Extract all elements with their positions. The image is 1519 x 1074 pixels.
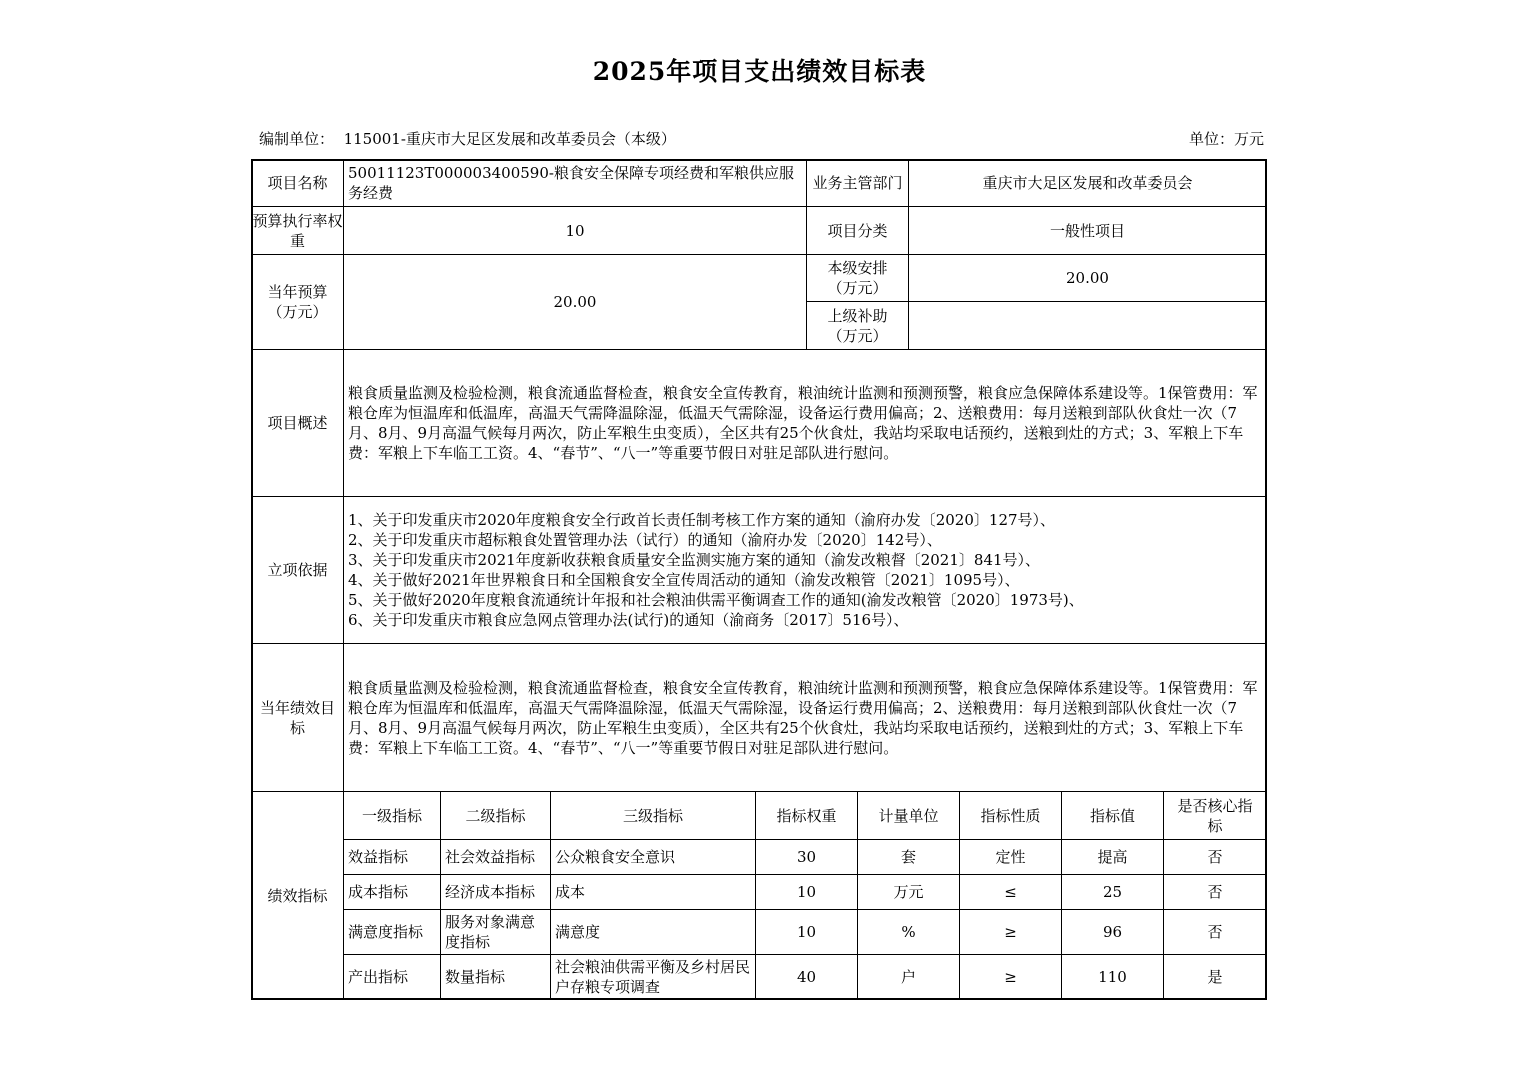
basis-list	[343, 496, 1267, 644]
indicator-level1: 产出指标	[343, 954, 441, 1000]
target-label: 当年绩效目标	[251, 643, 344, 792]
indicator-header: 三级指标	[550, 791, 756, 840]
indicator-nature: 定性	[959, 839, 1062, 875]
basis-item: 6、关于印发重庆市粮食应急网点管理办法(试行)的通知（渝商务〔2017〕516号）、	[348, 611, 909, 629]
indicator-weight: 30	[755, 839, 858, 875]
indicator-unit: 套	[857, 839, 960, 875]
indicator-level2: 经济成本指标	[440, 874, 551, 910]
performance-table	[251, 159, 1267, 1000]
indicator-nature: ≥	[959, 954, 1062, 1000]
category-label: 项目分类	[806, 206, 909, 255]
project-name-value: 50011123T000003400590-粮食安全保障专项经费和军粮供应服务经费	[343, 159, 807, 207]
budget-value: 20.00	[343, 254, 807, 350]
overview-label: 项目概述	[251, 349, 344, 497]
indicator-header: 二级指标	[440, 791, 551, 840]
indicator-header: 指标权重	[755, 791, 858, 840]
indicator-header: 指标值	[1061, 791, 1164, 840]
indicator-core: 否	[1163, 874, 1267, 910]
page-title: 2025年项目支出绩效目标表	[592, 57, 927, 86]
rate-weight-value: 10	[343, 206, 807, 255]
indicator-header: 指标性质	[959, 791, 1062, 840]
basis-item: 3、关于印发重庆市2021年度新收获粮食质量安全监测实施方案的通知（渝发改粮督〔2021〕841号）、	[348, 551, 1041, 569]
upper-subsidy-value	[908, 301, 1267, 350]
currency-unit: 单位：万元	[1188, 130, 1264, 148]
indicator-core: 是	[1163, 954, 1267, 1000]
indicator-weight: 10	[755, 874, 858, 910]
project-name-label: 项目名称	[251, 159, 344, 207]
compiling-unit-value: 115001-重庆市大足区发展和改革委员会（本级）	[343, 130, 676, 148]
indicator-weight: 10	[755, 909, 858, 955]
overview-text: 粮食质量监测及检验检测，粮食流通监督检查，粮食安全宣传教育，粮油统计监测和预测预警，粮食应急保障体系建设等。1保管费用：军粮仓库为恒温库和低温库，高温天气需降温除湿，低温天气需除湿，设备运行费用偏高；2、送粮费用：每月送粮到部队伙食灶一次（7月、8月、9月高温气候每月两次，防止军粮生虫变质），全区共有25个伙食灶，我站均采取电话预约，送粮到灶的方式；3、军粮上下车费：军粮上下车临工工资。4、“春节”、“八一”等重要节假日对驻足部队进行慰问。	[343, 349, 1267, 497]
basis-item: 4、关于做好2021年世界粮食日和全国粮食安全宣传周活动的通知（渝发改粮管〔2021〕1095号）、	[348, 571, 1020, 589]
compiling-unit-label: 编制单位：	[259, 130, 335, 148]
indicator-nature: ≤	[959, 874, 1062, 910]
basis-item: 2、关于印发重庆市超标粮食处置管理办法（试行）的通知（渝府办发〔2020〕142号）、	[348, 531, 942, 549]
indicator-value: 110	[1061, 954, 1164, 1000]
indicator-level3: 社会粮油供需平衡及乡村居民户存粮专项调查	[550, 954, 756, 1000]
indicator-value: 25	[1061, 874, 1164, 910]
indicator-unit: 万元	[857, 874, 960, 910]
indicator-core: 否	[1163, 839, 1267, 875]
basis-item: 5、关于做好2020年度粮食流通统计年报和社会粮油供需平衡调查工作的通知(渝发改粮管〔2020〕1973号)、	[348, 591, 1084, 609]
indicator-unit: 户	[857, 954, 960, 1000]
basis-label: 立项依据	[251, 496, 344, 644]
indicator-level2: 服务对象满意度指标	[440, 909, 551, 955]
basis-item: 1、关于印发重庆市2020年度粮食安全行政首长责任制考核工作方案的通知（渝府办发〔2020〕127号）、	[348, 511, 1056, 529]
indicator-header: 计量单位	[857, 791, 960, 840]
indicator-unit: %	[857, 909, 960, 955]
indicator-level1: 成本指标	[343, 874, 441, 910]
target-text: 粮食质量监测及检验检测，粮食流通监督检查，粮食安全宣传教育，粮油统计监测和预测预警，粮食应急保障体系建设等。1保管费用：军粮仓库为恒温库和低温库，高温天气需降温除湿，低温天气需除湿，设备运行费用偏高；2、送粮费用：每月送粮到部队伙食灶一次（7月、8月、9月高温气候每月两次，防止军粮生虫变质），全区共有25个伙食灶，我站均采取电话预约，送粮到灶的方式；3、军粮上下车费：军粮上下车临工工资。4、“春节”、“八一”等重要节假日对驻足部队进行慰问。	[343, 643, 1267, 792]
dept-value: 重庆市大足区发展和改革委员会	[908, 159, 1267, 207]
rate-weight-label: 预算执行率权重	[251, 206, 344, 255]
indicator-level3: 公众粮食安全意识	[550, 839, 756, 875]
upper-subsidy-label: 上级补助（万元）	[806, 301, 909, 350]
indicator-core: 否	[1163, 909, 1267, 955]
indicator-weight: 40	[755, 954, 858, 1000]
indicators-label: 绩效指标	[251, 791, 344, 1000]
dept-label: 业务主管部门	[806, 159, 909, 207]
indicator-level2: 社会效益指标	[440, 839, 551, 875]
indicator-level2: 数量指标	[440, 954, 551, 1000]
indicator-value: 96	[1061, 909, 1164, 955]
indicator-level3: 满意度	[550, 909, 756, 955]
compiling-unit	[259, 128, 676, 149]
local-funding-value: 20.00	[908, 254, 1267, 302]
indicator-value: 提高	[1061, 839, 1164, 875]
indicator-nature: ≥	[959, 909, 1062, 955]
indicator-header: 是否核心指标	[1163, 791, 1267, 840]
local-funding-label: 本级安排（万元）	[806, 254, 909, 302]
category-value: 一般性项目	[908, 206, 1267, 255]
budget-label: 当年预算（万元）	[251, 254, 344, 350]
indicator-header: 一级指标	[343, 791, 441, 840]
indicator-level1: 满意度指标	[343, 909, 441, 955]
indicator-level1: 效益指标	[343, 839, 441, 875]
indicator-level3: 成本	[550, 874, 756, 910]
